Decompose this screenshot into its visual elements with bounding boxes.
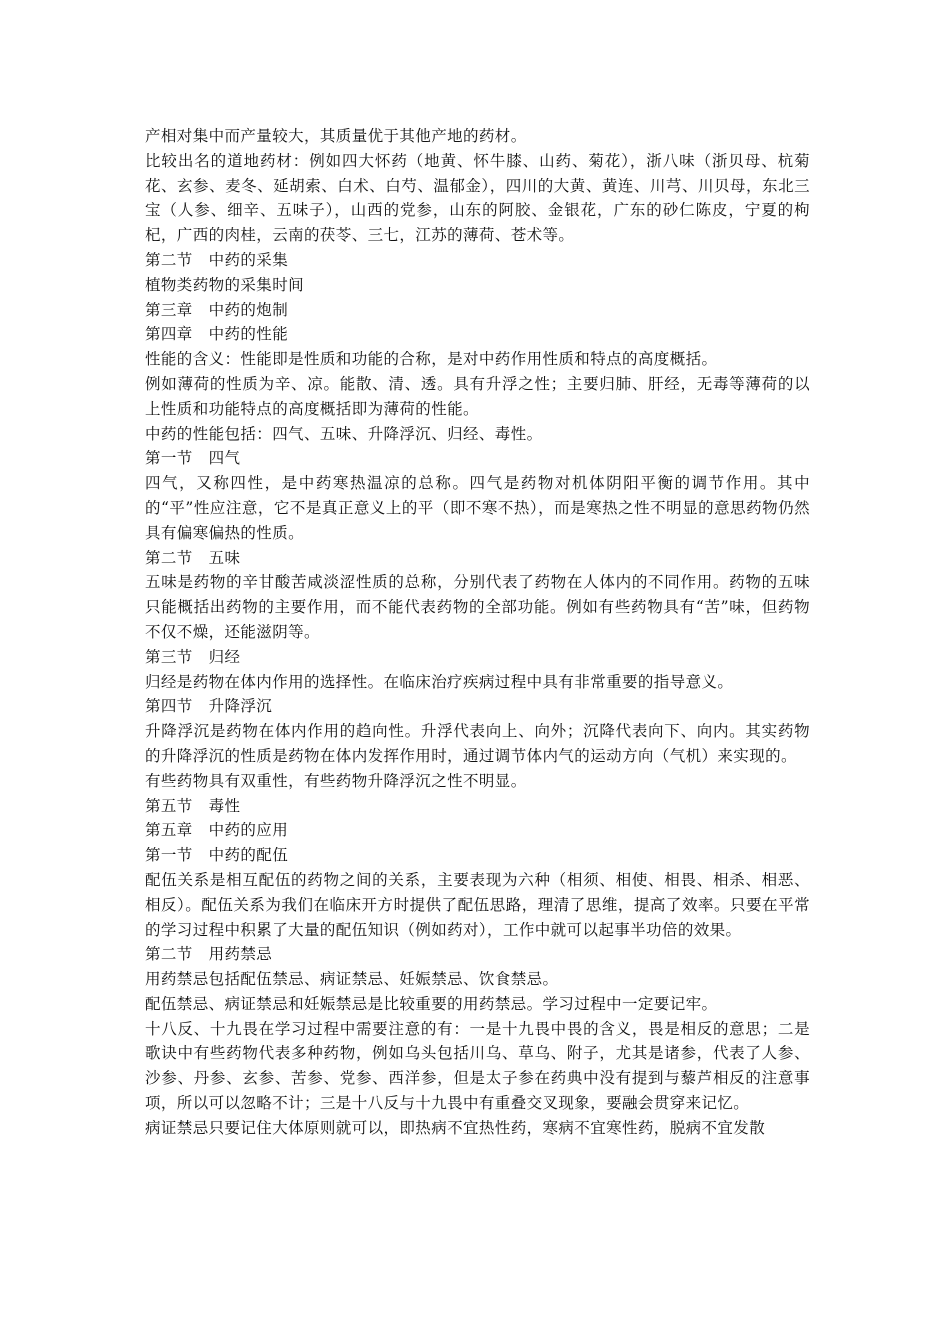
section-heading: 第四节 升降浮沉 [145,697,273,716]
paragraph: 植物类药物的采集时间 [145,275,305,294]
paragraph: 归经是药物在体内作用的选择性。在临床治疗疾病过程中具有非常重要的指导意义。 [145,672,734,691]
paragraph: 配伍关系是相互配伍的药物之间的关系，主要表现为六种（相须、相使、相畏、相杀、相恶、相反）。配伍关系为我们在临床开方时提供了配伍思路，理清了思维，提高了效率。只要在平常的学习过程中积累了大量的配伍知识（例如药对），工作中就可以起事半功倍的效果。 [145,870,810,939]
section-heading: 第二节 用药禁忌 [145,945,273,964]
section-heading: 第三节 归经 [145,647,241,666]
paragraph: 性能的含义：性能即是性质和功能的合称，是对中药作用性质和特点的高度概括。 [145,350,718,369]
paragraph: 升降浮沉是药物在体内作用的趋向性。升浮代表向上、向外；沉降代表向下、向内。其实药物的升降浮沉的性质是药物在体内发挥作用时，通过调节体内气的运动方向（气机）来实现的。 [145,722,810,765]
section-heading: 第一节 中药的配伍 [145,846,289,865]
paragraph: 中药的性能包括：四气、五味、升降浮沉、归经、毒性。 [145,424,543,443]
paragraph: 十八反、十九畏在学习过程中需要注意的有：一是十九畏中畏的含义，畏是相反的意思；二是歌诀中有些药物代表多种药物，例如乌头包括川乌、草乌、附子，尤其是诸参，代表了人参、沙参、丹参、玄参、苦参、党参、西洋参，但是太子参在药典中没有提到与藜芦相反的注意事项，所以可以忽略不计；三是十八反与十九畏中有重叠交叉现象，要融会贯穿来记忆。 [145,1019,810,1113]
section-heading: 第二节 中药的采集 [145,250,289,269]
paragraph: 四气，又称四性，是中药寒热温凉的总称。四气是药物对机体阴阳平衡的调节作用。其中的“平”性应注意，它不是真正意义上的平（即不寒不热），而是寒热之性不明显的意思药物仍然具有偏寒偏热的性质。 [145,474,810,542]
section-heading: 第二节 五味 [145,548,241,567]
section-heading: 第五节 毒性 [145,796,241,815]
chapter-heading: 第三章 中药的炮制 [145,300,289,319]
paragraph: 病证禁忌只要记住大体原则就可以，即热病不宜热性药，寒病不宜寒性药，脱病不宜发散 [145,1118,766,1137]
paragraph: 配伍禁忌、病证禁忌和妊娠禁忌是比较重要的用药禁忌。学习过程中一定要记牢。 [145,994,718,1013]
paragraph: 例如薄荷的性质为辛、凉。能散、清、透。具有升浮之性；主要归肺、肝经，无毒等薄荷的以上性质和功能特点的高度概括即为薄荷的性能。 [145,374,810,418]
chapter-heading: 第四章 中药的性能 [145,325,289,344]
paragraph: 有些药物具有双重性，有些药物升降浮沉之性不明显。 [145,771,527,790]
paragraph: 五味是药物的辛甘酸苦咸淡涩性质的总称，分别代表了药物在人体内的不同作用。药物的五味只能概括出药物的主要作用，而不能代表药物的全部功能。例如有些药物具有“苦”味，但药物不仅不燥，还能滋阴等。 [145,573,810,641]
paragraph: 产相对集中而产量较大，其质量优于其他产地的药材。 [145,127,527,145]
chapter-heading: 第五章 中药的应用 [145,821,289,840]
section-heading: 第一节 四气 [145,449,241,468]
paragraph: 比较出名的道地药材：例如四大怀药（地黄、怀牛膝、山药、菊花），浙八味（浙贝母、杭菊花、玄参、麦冬、延胡索、白术、白芍、温郁金），四川的大黄、黄连、川芎、川贝母，东北三宝（人参、细辛、五味子），山西的党参，山东的阿胶、金银花，广东的砂仁陈皮，宁夏的枸杞，广西的肉桂，云南的茯苓、三七，江苏的薄荷、苍术等。 [145,151,810,245]
paragraph: 用药禁忌包括配伍禁忌、病证禁忌、妊娠禁忌、饮食禁忌。 [145,970,559,989]
document-page [145,124,810,1141]
